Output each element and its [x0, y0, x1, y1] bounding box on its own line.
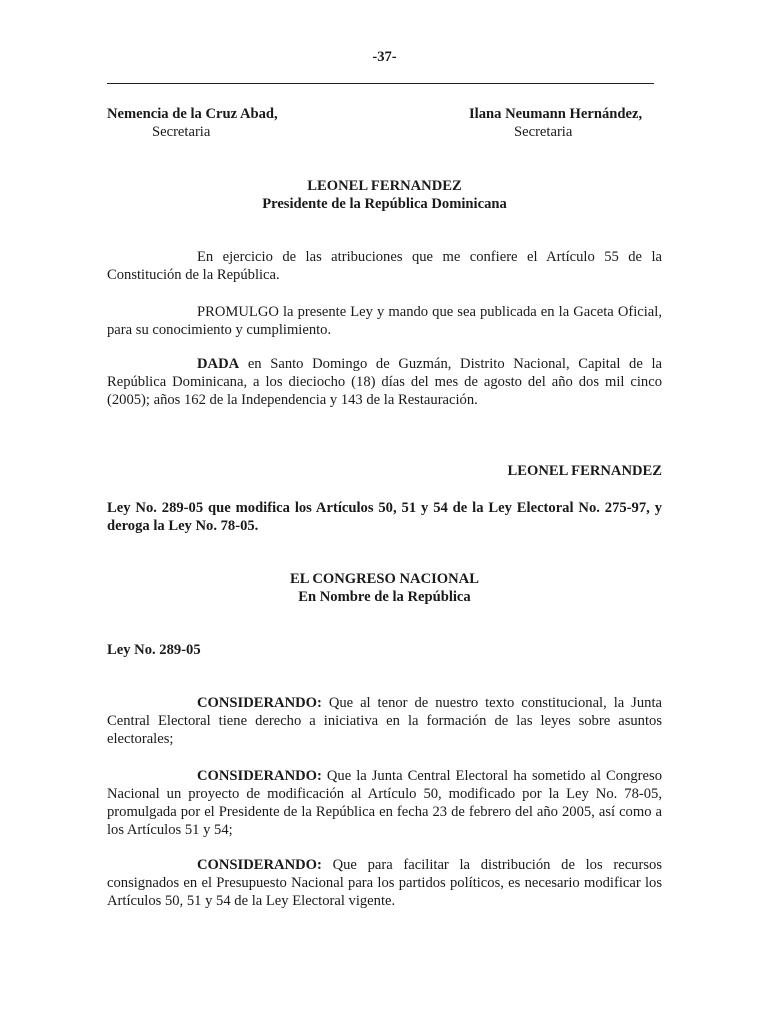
congress-heading: EL CONGRESO NACIONAL — [290, 571, 479, 587]
law-title: Ley No. 289-05 que modifica los Artículos 50, 51 y 54 de la Ley Electoral No. 275-97, y deroga la Ley No. 78-05. — [107, 500, 662, 534]
signatory-left — [107, 105, 278, 141]
signatory-name: Ilana Neumann Hernández, — [469, 106, 643, 122]
page-number: -37- — [372, 49, 397, 65]
considerando-1: CONSIDERANDO: Que al tenor de nuestro texto constitucional, la Junta Central Electoral tiene derecho a iniciativa en la formación de las leyes sobre asuntos electorales; — [107, 695, 662, 747]
president-name: LEONEL FERNANDEZ — [307, 178, 462, 194]
law-number: Ley No. 289-05 — [107, 642, 201, 658]
considerando-3: CONSIDERANDO: Que para facilitar la distribución de los recursos consignados en el Presupuesto Nacional para los partidos políticos, es necesario modificar los Artículos 50, 51 y 54 de la Ley Electoral vigente. — [107, 857, 662, 909]
paragraph-atribuciones: En ejercicio de las atribuciones que me confiere el Artículo 55 de la Constitución de la República. — [107, 249, 662, 283]
paragraph-dada: DADA en Santo Domingo de Guzmán, Distrito Nacional, Capital de la República Dominicana, a los dieciocho (18) días del mes de agosto del año dos mil cinco (2005); años 162 de la Independencia y 143 de la Restauración. — [107, 356, 662, 408]
signatory-role: Secretaria — [152, 124, 211, 140]
signatory-name: Nemencia de la Cruz Abad, — [107, 106, 278, 122]
closing-signature: LEONEL FERNANDEZ — [507, 463, 662, 479]
signatory-role: Secretaria — [514, 124, 573, 140]
president-title: Presidente de la República Dominicana — [262, 196, 507, 212]
header-rule — [107, 83, 654, 84]
congress-subheading: En Nombre de la República — [298, 589, 471, 605]
signatory-right — [469, 105, 642, 141]
paragraph-promulgo: PROMULGO la presente Ley y mando que sea publicada en la Gaceta Oficial, para su conocimiento y cumplimiento. — [107, 304, 662, 338]
considerando-2: CONSIDERANDO: Que la Junta Central Electoral ha sometido al Congreso Nacional un proyecto de modificación al Artículo 50, modificado por la Ley No. 78-05, promulgada por el Presidente de la República en fecha 23 de febrero del año 2005, así como a los Artículos 51 y 54; — [107, 768, 662, 838]
